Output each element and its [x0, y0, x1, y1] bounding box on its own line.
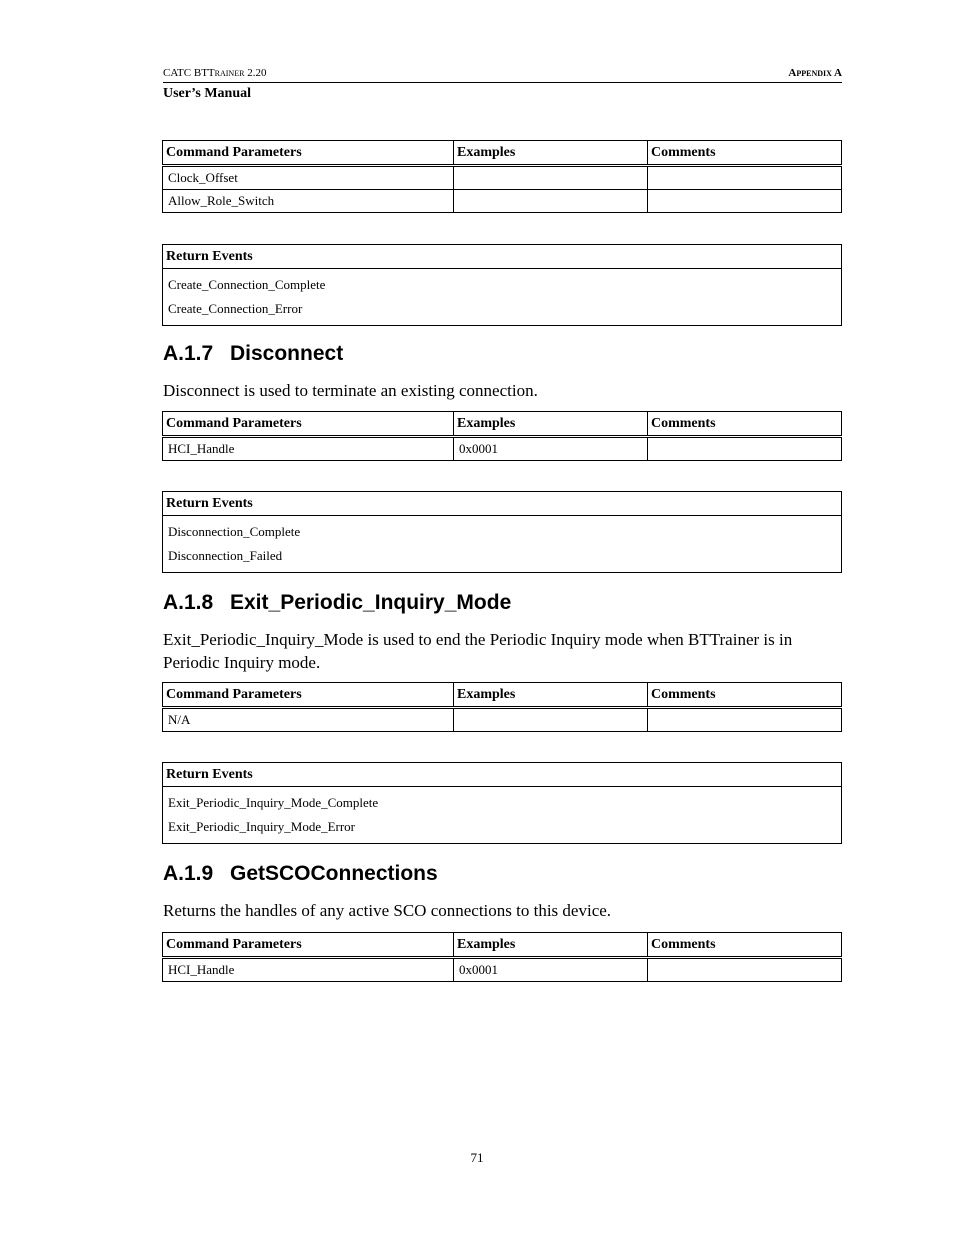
param-comment — [648, 437, 842, 461]
table-row — [163, 190, 842, 213]
product-name: CATC BTTrainer 2.20 — [163, 67, 267, 79]
col-return-events: Return Events — [163, 492, 842, 516]
col-command-parameters: Command Parameters — [163, 683, 454, 708]
col-examples: Examples — [454, 412, 648, 437]
param-name: HCI_Handle — [163, 958, 454, 982]
col-command-parameters: Command Parameters — [163, 412, 454, 437]
table-row — [163, 166, 842, 190]
col-comments: Comments — [648, 141, 842, 166]
return-event: Create_Connection_Complete — [168, 277, 326, 292]
return-event: Exit_Periodic_Inquiry_Mode_Complete — [168, 795, 379, 810]
disconnect-params-table — [162, 411, 842, 461]
running-header — [163, 66, 842, 83]
section-heading-getscoconnections: A.1.9 GetSCOConnections — [163, 862, 438, 885]
return-event: Disconnection_Failed — [168, 548, 283, 563]
disconnect-events-table — [162, 491, 842, 573]
param-comment — [648, 190, 842, 213]
col-comments: Comments — [648, 412, 842, 437]
return-event: Exit_Periodic_Inquiry_Mode_Error — [168, 819, 356, 834]
table-row — [163, 958, 842, 982]
param-name: Clock_Offset — [163, 166, 454, 190]
table-row — [163, 708, 842, 732]
param-example: 0x0001 — [454, 958, 648, 982]
param-comment — [648, 166, 842, 190]
section-heading-disconnect: A.1.7 Disconnect — [163, 342, 344, 365]
param-example — [454, 708, 648, 732]
section-description: Disconnect is used to terminate an existing connection. — [163, 381, 538, 400]
table-row — [163, 437, 842, 461]
param-example — [454, 166, 648, 190]
param-name: N/A — [163, 708, 454, 732]
col-examples: Examples — [454, 141, 648, 166]
create-connection-events-table — [162, 244, 842, 326]
section-description: Returns the handles of any active SCO connections to this device. — [163, 901, 612, 920]
col-command-parameters: Command Parameters — [163, 141, 454, 166]
param-example — [454, 190, 648, 213]
col-examples: Examples — [454, 683, 648, 708]
return-event: Disconnection_Complete — [168, 524, 301, 539]
page-number: 71 — [470, 1150, 484, 1165]
col-comments: Comments — [648, 683, 842, 708]
exit-periodic-params-table — [162, 682, 842, 732]
col-return-events: Return Events — [163, 245, 842, 269]
create-connection-params-table — [162, 140, 842, 213]
exit-periodic-events-table — [162, 762, 842, 844]
return-event: Create_Connection_Error — [168, 301, 303, 316]
param-name: Allow_Role_Switch — [163, 190, 454, 213]
col-return-events: Return Events — [163, 763, 842, 787]
section-heading-exit-periodic-inquiry-mode: A.1.8 Exit_Periodic_Inquiry_Mode — [163, 591, 512, 614]
section-description: Exit_Periodic_Inquiry_Mode is used to end the Periodic Inquiry mode when BTTrainer is in Periodic Inquiry mode. — [163, 630, 793, 672]
col-examples: Examples — [454, 933, 648, 958]
param-name: HCI_Handle — [163, 437, 454, 461]
getscoconnections-params-table — [162, 932, 842, 982]
col-command-parameters: Command Parameters — [163, 933, 454, 958]
param-example: 0x0001 — [454, 437, 648, 461]
appendix-label: Appendix A — [788, 67, 842, 79]
col-comments: Comments — [648, 933, 842, 958]
manual-title: User’s Manual — [163, 86, 252, 101]
param-comment — [648, 958, 842, 982]
param-comment — [648, 708, 842, 732]
